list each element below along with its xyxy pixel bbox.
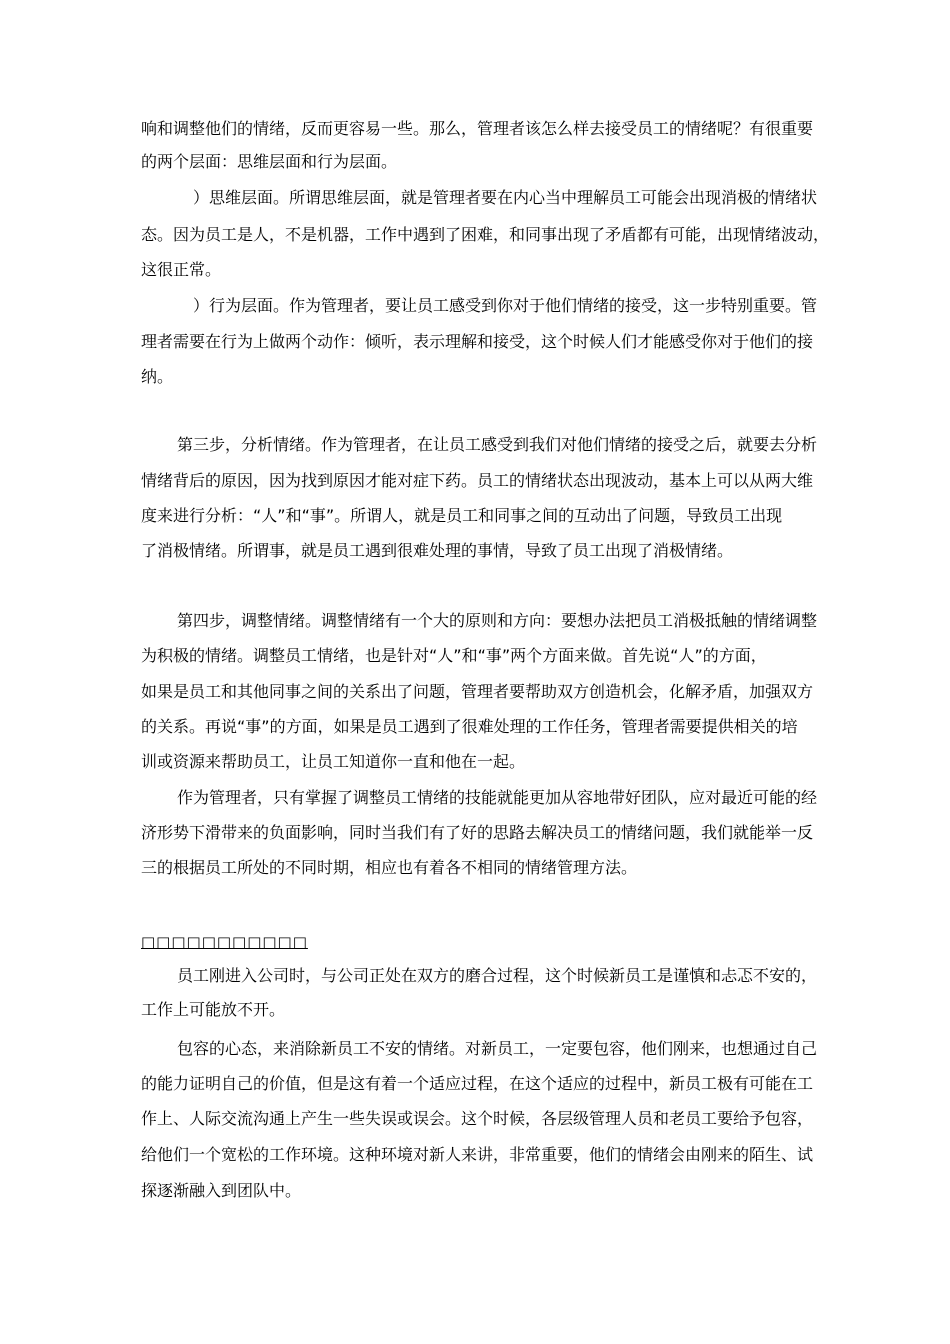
text-line: ）行为层面。作为管理者，要让员工感受到你对于他们情绪的接受，这一步特别重要。管: [193, 296, 818, 315]
text-line: 训或资源来帮助员工，让员工知道你一直和他在一起。: [141, 752, 526, 771]
text-line: 的关系。再说“事”的方面，如果是员工遇到了很难处理的工作任务，管理者需要提供相关的培: [141, 717, 798, 736]
text-line: 给他们一个宽松的工作环境。这种环境对新人来讲，非常重要，他们的情绪会由刚来的陌生、试: [141, 1145, 814, 1164]
text-line: 包容的心态，来消除新员工不安的情绪。对新员工，一定要包容，他们刚来，也想通过自己: [177, 1039, 818, 1058]
text-line: 情绪背后的原因，因为找到原因才能对症下药。员工的情绪状态出现波动，基本上可以从两大维: [141, 471, 814, 490]
text-line: 的两个层面：思维层面和行为层面。: [141, 152, 398, 171]
text-line: 态。因为员工是人，不是机器，工作中遇到了困难，和同事出现了矛盾都有可能，出现情绪波动，: [141, 225, 830, 244]
text-line: 这很正常。: [141, 260, 222, 279]
text-line: 的能力证明自己的价值，但是这有着一个适应过程，在这个适应的过程中，新员工极有可能在工: [141, 1074, 814, 1093]
text-line: 为积极的情绪。调整员工情绪，也是针对“人”和“事”两个方面来做。首先说“人”的方面，: [141, 646, 767, 665]
text-line: 济形势下滑带来的负面影响，同时当我们有了好的思路去解决员工的情绪问题，我们就能举一反: [141, 823, 814, 842]
text-line: 工作上可能放不开。: [141, 1000, 286, 1019]
text-line: 作为管理者，只有掌握了调整员工情绪的技能就能更加从容地带好团队，应对最近可能的经: [177, 788, 818, 807]
text-line: 如果是员工和其他同事之间的关系出了问题，管理者要帮助双方创造机会，化解矛盾，加强双方: [141, 682, 814, 701]
text-line: 员工刚进入公司时，与公司正处在双方的磨合过程，这个时候新员工是谨慎和忐忑不安的，: [177, 966, 818, 985]
section-heading: □□□□□□□□□□□: [141, 933, 308, 951]
text-line: 响和调整他们的情绪，反而更容易一些。那么，管理者该怎么样去接受员工的情绪呢？有很重要: [141, 119, 814, 138]
text-line: 理者需要在行为上做两个动作：倾听，表示理解和接受，这个时候人们才能感受你对于他们的接: [141, 332, 814, 351]
text-line: 度来进行分析：“人”和“事”。所谓人，就是员工和同事之间的互动出了问题，导致员工出现: [141, 506, 783, 525]
text-line: 第四步，调整情绪。调整情绪有一个大的原则和方向：要想办法把员工消极抵触的情绪调整: [177, 611, 818, 630]
text-line: 了消极情绪。所谓事，就是员工遇到很难处理的事情，导致了员工出现了消极情绪。: [141, 541, 734, 560]
text-line: 作上、人际交流沟通上产生一些失误或误会。这个时候，各层级管理人员和老员工要给予包容，: [141, 1109, 814, 1128]
text-line: 三的根据员工所处的不同时期，相应也有着各不相同的情绪管理方法。: [141, 858, 638, 877]
text-line: 纳。: [141, 367, 174, 386]
text-line: 第三步，分析情绪。作为管理者，在让员工感受到我们对他们情绪的接受之后，就要去分析: [177, 435, 818, 454]
text-line: 探逐渐融入到团队中。: [141, 1181, 302, 1200]
text-line: ）思维层面。所谓思维层面，就是管理者要在内心当中理解员工可能会出现消极的情绪状: [193, 188, 818, 207]
